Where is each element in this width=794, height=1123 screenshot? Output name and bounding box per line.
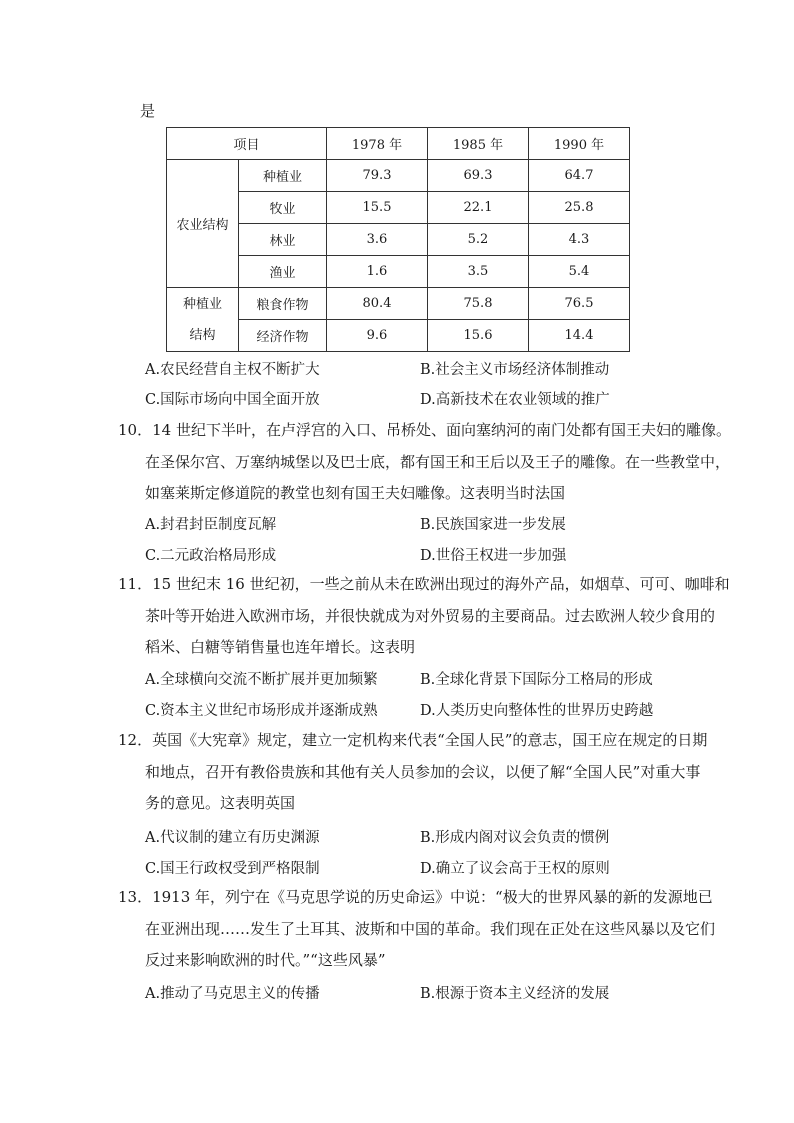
row-item: 渔业 <box>239 256 327 288</box>
question-12 <box>118 725 708 820</box>
question-fragment: 是 <box>140 102 156 120</box>
value-cell: 64.7 <box>529 160 630 192</box>
q10-option-d[interactable]: D.世俗王权进一步加强 <box>420 548 567 564</box>
q11-options-row2 <box>145 699 705 721</box>
row-item: 经济作物 <box>239 320 327 352</box>
q11-option-b[interactable]: B.全球化背景下国际分工格局的形成 <box>420 672 653 688</box>
q9-option-c[interactable]: C.国际市场向中国全面开放 <box>145 392 320 408</box>
question-text-line: 如塞莱斯定修道院的教堂也刻有国王夫妇雕像。这表明当时法国 <box>145 484 566 502</box>
value-cell: 80.4 <box>327 288 428 320</box>
q13-option-a[interactable]: A.推动了马克思主义的传播 <box>145 986 320 1002</box>
table-row <box>167 288 630 320</box>
row-item: 种植业 <box>239 160 327 192</box>
value-cell: 75.8 <box>428 288 529 320</box>
question-text-line: 12．英国《大宪章》规定，建立一定机构来代表“全国人民”的意志，国王应在规定的日期 <box>118 731 708 749</box>
question-text-line: 11．15 世纪末 16 世纪初，一些之前从未在欧洲出现过的海外产品，如烟草、可可、咖啡和 <box>118 575 730 593</box>
header-cell-1978: 1978 年 <box>327 128 428 160</box>
q11-option-a[interactable]: A.全球横向交流不断扩展并更加频繁 <box>145 672 378 688</box>
q13-option-b[interactable]: B.根源于资本主义经济的发展 <box>420 986 610 1002</box>
q11-option-d[interactable]: D.人类历史向整体性的世界历史跨越 <box>420 703 654 719</box>
group-label-line2: 结构 <box>189 327 216 343</box>
value-cell: 5.2 <box>428 224 529 256</box>
question-10 <box>118 415 731 510</box>
value-cell: 4.3 <box>529 224 630 256</box>
question-text-line: 茶叶等开始进入欧洲市场，并很快就成为对外贸易的主要商品。过去欧洲人较少食用的 <box>145 606 716 625</box>
q10-option-a[interactable]: A.封君封臣制度瓦解 <box>145 517 277 533</box>
question-text-line: 13．1913 年，列宁在《马克思学说的历史命运》中说：“极大的世界风暴的新的发源地已 <box>118 888 713 906</box>
value-cell: 22.1 <box>428 192 529 224</box>
q9-option-a[interactable]: A.农民经营自主权不断扩大 <box>145 362 320 378</box>
question-text-line: 和地点，召开有教俗贵族和其他有关人员参加的会议，以便了解“全国人民”对重大事 <box>145 762 701 781</box>
q11-option-c[interactable]: C.资本主义世纪市场形成并逐渐成熟 <box>145 703 378 719</box>
q12-options-row2 <box>145 857 705 879</box>
q10-options-row1 <box>145 513 705 535</box>
q10-option-c[interactable]: C.二元政治格局形成 <box>145 548 277 564</box>
value-cell: 1.6 <box>327 256 428 288</box>
question-13 <box>118 882 716 977</box>
group-label-planting <box>167 288 239 352</box>
q13-options-row1 <box>145 982 705 1004</box>
question-text-line: 在亚洲出现……发生了土耳其、波斯和中国的革命。我们现在正处在这些风暴以及它们 <box>145 919 716 938</box>
q12-option-a[interactable]: A.代议制的建立有历史渊源 <box>145 830 320 846</box>
value-cell: 15.5 <box>327 192 428 224</box>
question-text-line: 反过来影响欧洲的时代。”“这些风暴” <box>145 951 386 969</box>
q9-option-b[interactable]: B.社会主义市场经济体制推动 <box>420 362 610 378</box>
value-cell: 14.4 <box>529 320 630 352</box>
value-cell: 76.5 <box>529 288 630 320</box>
value-cell: 3.5 <box>428 256 529 288</box>
q12-option-c[interactable]: C.国王行政权受到严格限制 <box>145 861 320 877</box>
q10-options-row2 <box>145 544 705 566</box>
agriculture-structure-table <box>166 127 630 352</box>
question-text-line: 10．14 世纪下半叶，在卢浮宫的入口、吊桥处、面向塞纳河的南门处都有国王夫妇的雕像。 <box>118 421 731 439</box>
q9-options-row2 <box>145 388 705 410</box>
value-cell: 79.3 <box>327 160 428 192</box>
header-cell-1990: 1990 年 <box>529 128 630 160</box>
q10-option-b[interactable]: B.民族国家进一步发展 <box>420 517 566 533</box>
row-item: 林业 <box>239 224 327 256</box>
value-cell: 69.3 <box>428 160 529 192</box>
question-text-line: 在圣保尔宫、万塞纳城堡以及巴士底，都有国王和王后以及王子的雕像。在一些教堂中， <box>145 452 731 471</box>
question-text-line: 稻米、白糖等销售量也连年增长。这表明 <box>145 638 416 656</box>
header-cell-item: 项目 <box>167 128 327 160</box>
group-label-line1: 种植业 <box>182 296 222 312</box>
q9-options-row1 <box>145 358 705 380</box>
question-11 <box>118 569 730 664</box>
value-cell: 9.6 <box>327 320 428 352</box>
value-cell: 3.6 <box>327 224 428 256</box>
value-cell: 25.8 <box>529 192 630 224</box>
row-item: 牧业 <box>239 192 327 224</box>
table-header-row <box>167 128 630 160</box>
header-cell-1985: 1985 年 <box>428 128 529 160</box>
q12-option-d[interactable]: D.确立了议会高于王权的原则 <box>420 861 610 877</box>
table-row <box>167 160 630 192</box>
value-cell: 5.4 <box>529 256 630 288</box>
q12-option-b[interactable]: B.形成内阁对议会负责的惯例 <box>420 830 610 846</box>
value-cell: 15.6 <box>428 320 529 352</box>
row-item: 粮食作物 <box>239 288 327 320</box>
q12-options-row1 <box>145 826 705 848</box>
question-text-line: 务的意见。这表明英国 <box>145 794 296 812</box>
q9-option-d[interactable]: D.高新技术在农业领域的推广 <box>420 392 610 408</box>
q11-options-row1 <box>145 668 705 690</box>
group-label-agriculture: 农业结构 <box>167 160 239 288</box>
